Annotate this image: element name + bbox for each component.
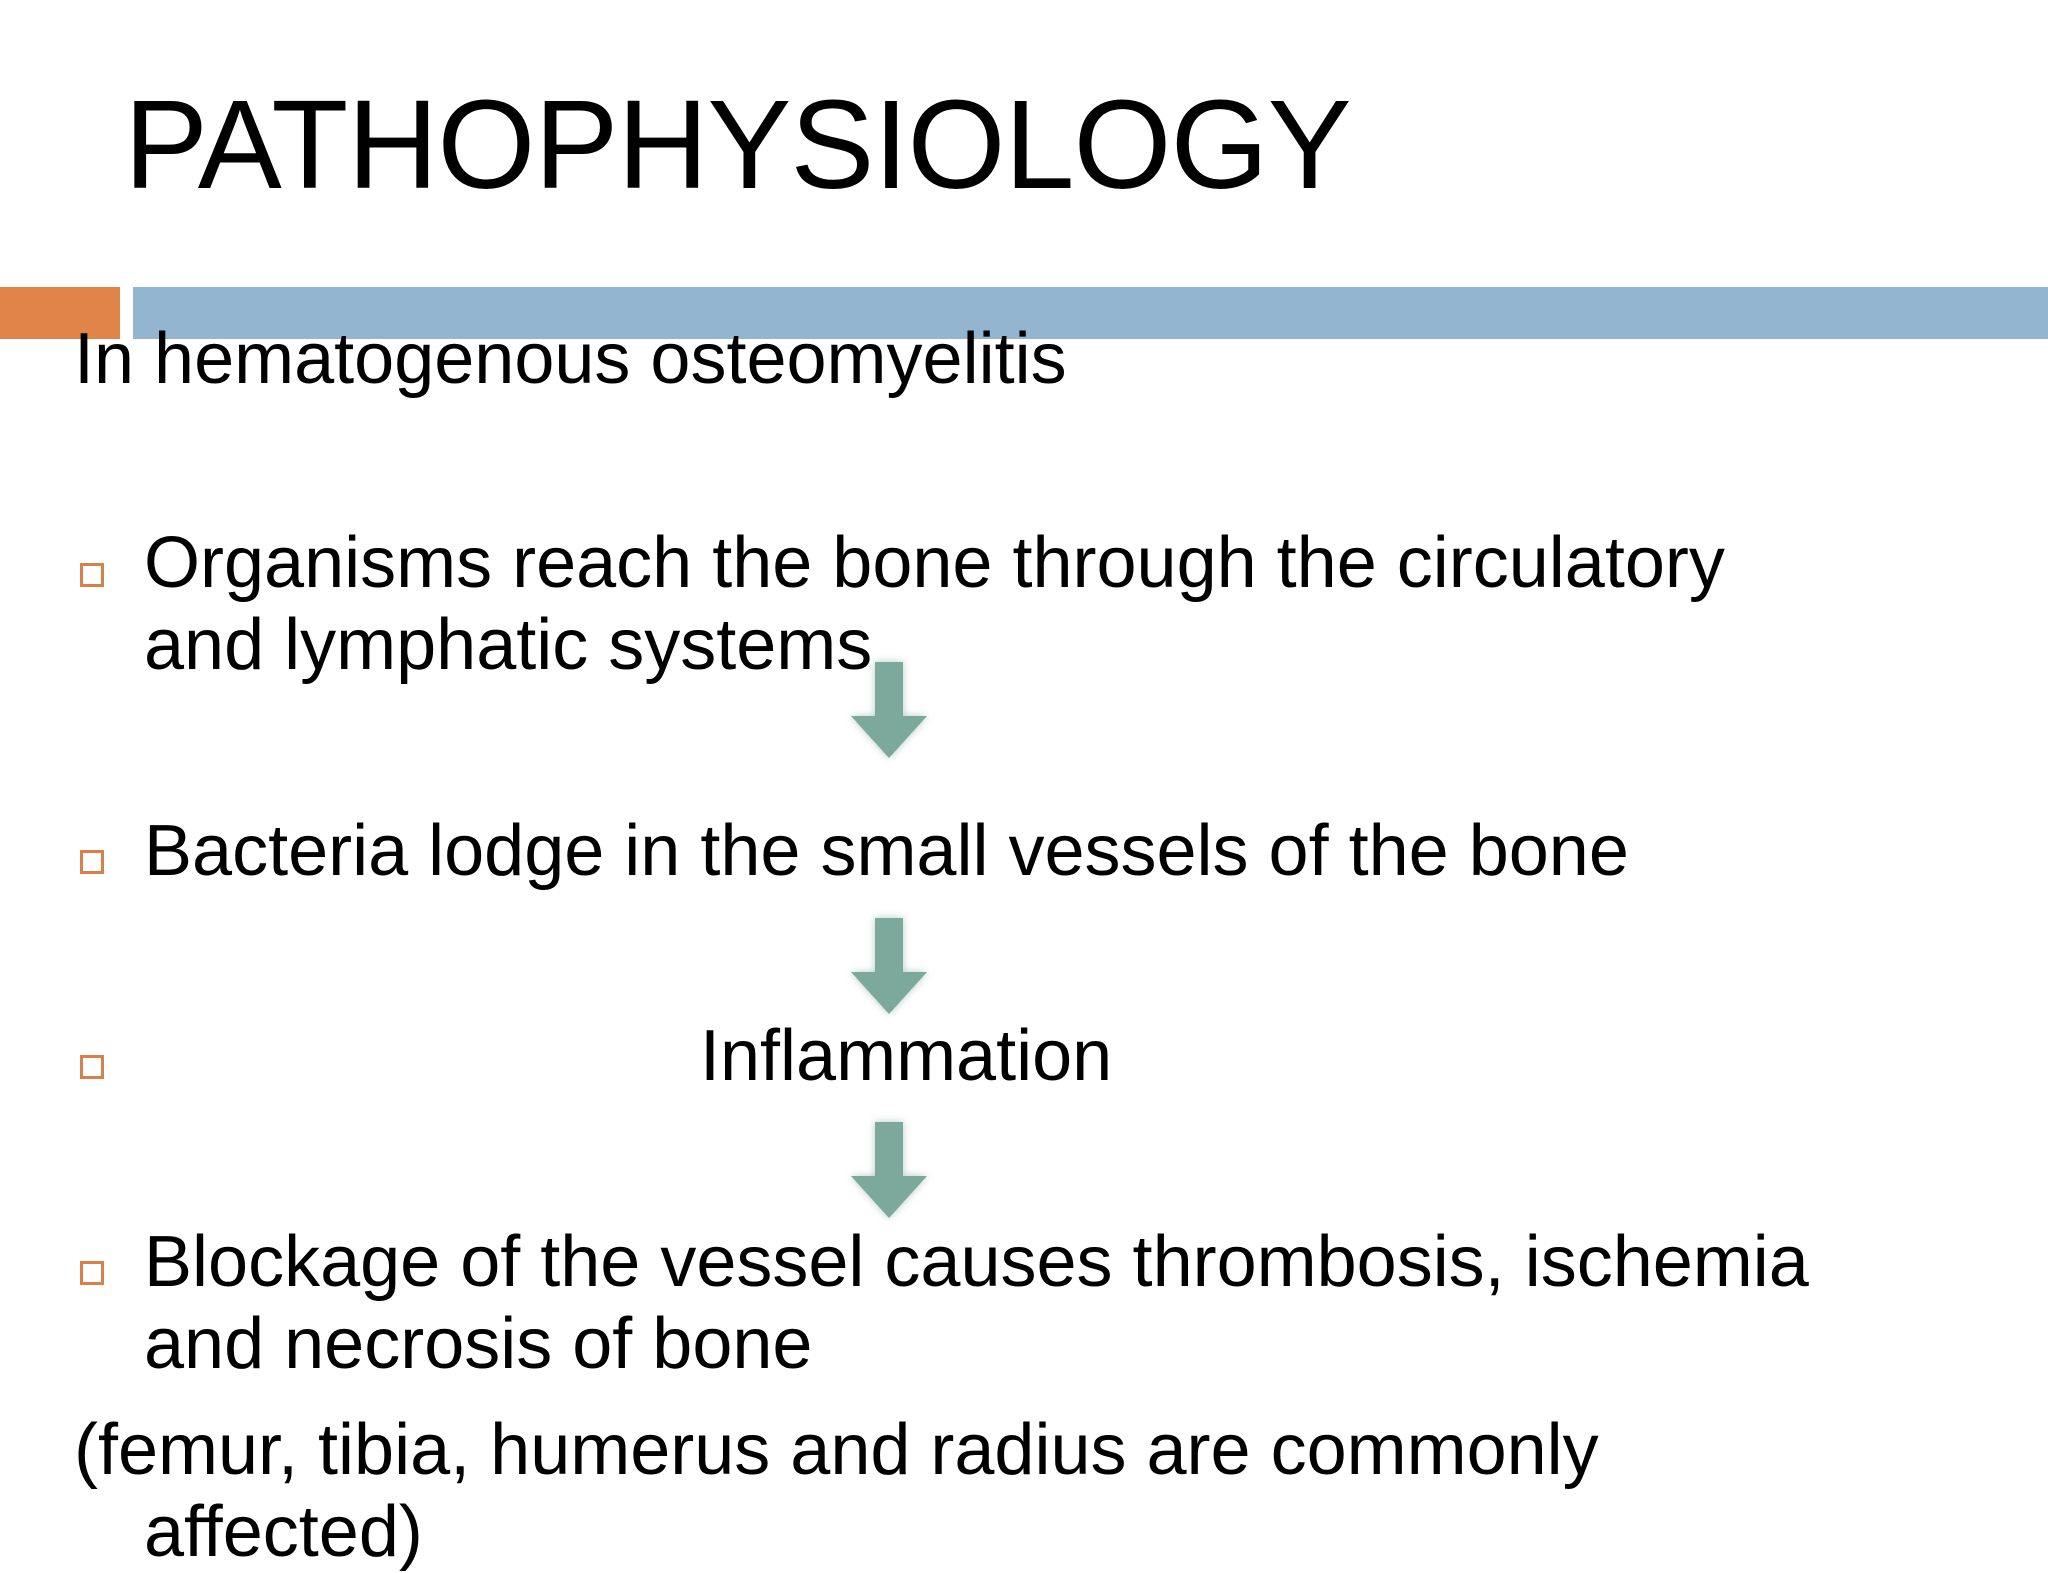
bullet-4-line-1: Blockage of the vessel causes thrombosis, ischemia xyxy=(144,1222,1809,1302)
down-arrow-icon xyxy=(851,918,927,1014)
slide-title: PATHOPHYSIOLOGY xyxy=(124,74,1351,215)
down-arrow-icon xyxy=(851,662,927,758)
bullet-2-text: Bacteria lodge in the small vessels of the bone xyxy=(144,811,1629,891)
bullet-1-line-1: Organisms reach the bone through the circulatory xyxy=(144,523,1725,603)
bullet-icon xyxy=(80,850,104,874)
intro-text: In hematogenous osteomyelitis xyxy=(74,319,1067,399)
bullet-1-line-2: and lymphatic systems xyxy=(144,605,873,685)
bullet-icon xyxy=(80,1055,104,1079)
down-arrow-icon xyxy=(851,1122,927,1218)
note-line-2: affected) xyxy=(144,1492,423,1572)
bullet-3-text: Inflammation xyxy=(700,1016,1113,1096)
bullet-icon xyxy=(80,563,104,587)
note-line-1: (femur, tibia, humerus and radius are commonly xyxy=(74,1410,1599,1490)
bullet-4-line-2: and necrosis of bone xyxy=(144,1304,813,1384)
bullet-icon xyxy=(80,1261,104,1285)
